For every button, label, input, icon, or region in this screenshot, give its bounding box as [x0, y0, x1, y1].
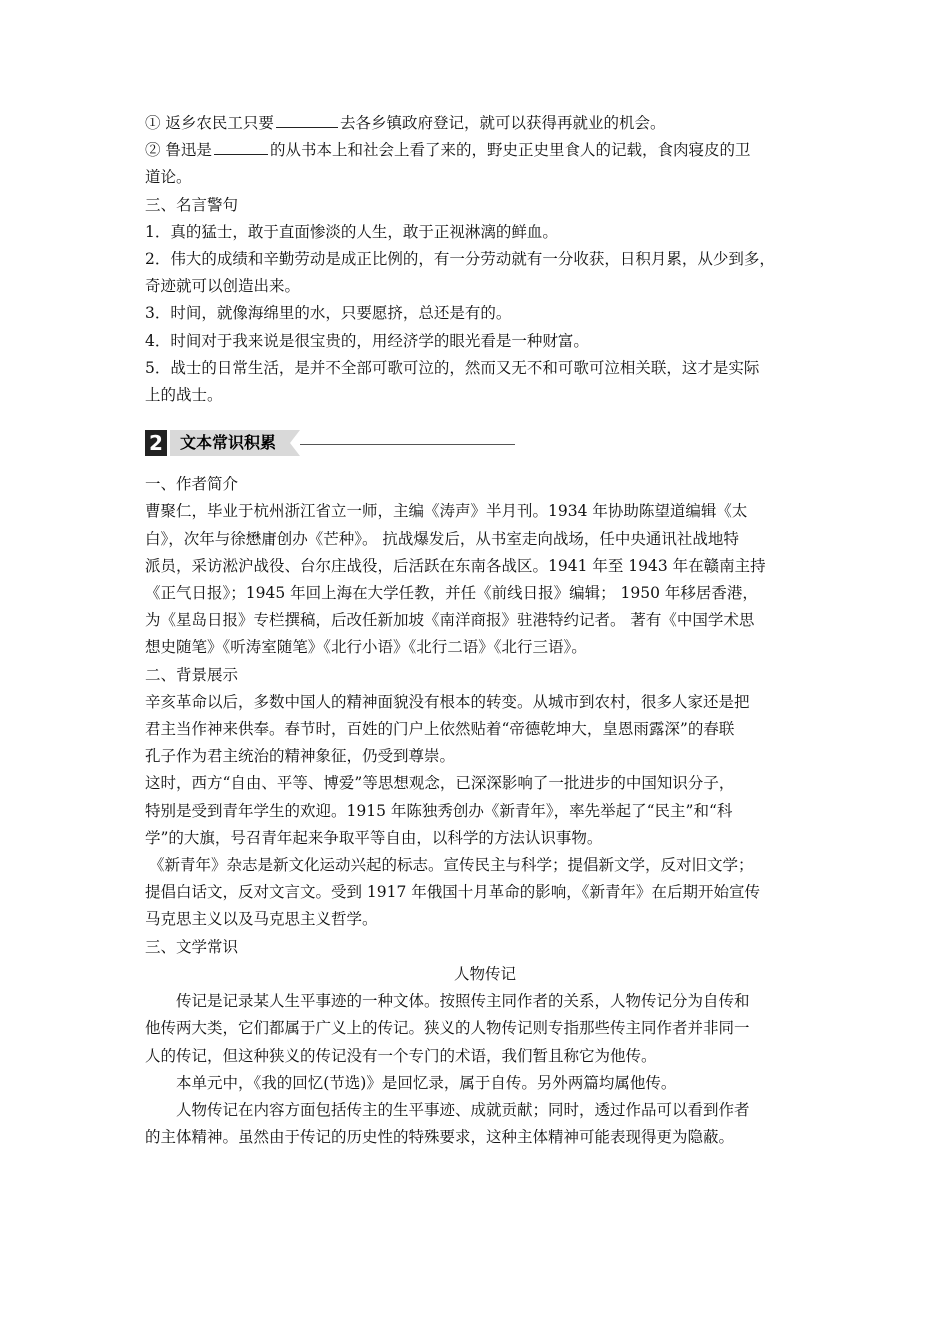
question-1-suffix: 去各乡镇政府登记，就可以获得再就业的机会。	[339, 114, 666, 132]
background-p3-line-2: 提倡白话文，反对文言文。受到 1917 年俄国十月革命的影响，《新青年》在后期开始宣传	[145, 883, 761, 902]
question-1-prefix: ① 返乡农民工只要	[145, 114, 274, 132]
fill-in-blank-1[interactable]	[276, 112, 338, 128]
literature-subtitle: 人物传记	[453, 964, 516, 983]
background-p2-line-1: 这时，西方“自由、平等、博爱”等思想观念，已深深影响了一批进步的中国知识分子，	[145, 774, 735, 793]
quote-5-line-2: 上的战士。	[145, 386, 223, 405]
section-2-banner	[145, 427, 825, 459]
background-p1-line-2: 君主当作神来供奉。春节时，百姓的门户上依然贴着“帝德乾坤大，皇恩雨露深”的春联	[145, 720, 735, 739]
question-2-suffix: 的从书本上和社会上看了来的，野史正史里食人的记载，食肉寝皮的卫	[269, 141, 751, 160]
quotes-heading: 三、名言警句	[145, 195, 239, 214]
literature-p3-line-2: 的主体精神。虽然由于传记的历史性的特殊要求，这种主体精神可能表现得更为隐蔽。	[145, 1128, 735, 1147]
background-p2-line-2: 特别是受到青年学生的欢迎。1915 年陈独秀创办《新青年》，率先举起了“民主”和“科	[145, 801, 733, 820]
author-line-4: 《正气日报》；1945 年回上海在大学任教，并任《前线日报》编辑； 1950 年移居香港，	[145, 584, 758, 603]
literature-p1-line-3: 人的传记，但这种狭义的传记没有一个专门的术语，我们暂且称它为他传。	[145, 1046, 657, 1065]
literature-p3-line-1: 人物传记在内容方面包括传主的生平事迹、成就贡献；同时，透过作品可以看到作者	[176, 1100, 750, 1119]
document-page	[145, 110, 825, 1151]
background-p3-line-1: 《新青年》杂志是新文化运动兴起的标志。宣传民主与科学；提倡新文学，反对旧文学；	[149, 856, 754, 875]
author-line-5: 为《星岛日报》专栏撰稿，后改任新加坡《南洋商报》驻港特约记者。 著有《中国学术思	[145, 611, 755, 630]
background-p1-line-1: 辛亥革命以后，多数中国人的精神面貌没有根本的转变。从城市到农村，很多人家还是把	[145, 692, 750, 711]
author-line-6: 想史随笔》《听涛室随笔》《北行小语》《北行二语》《北行三语》。	[145, 638, 587, 657]
background-heading: 二、背景展示	[145, 665, 239, 684]
quote-3: 3．时间，就像海绵里的水，只要愿挤，总还是有的。	[145, 304, 512, 323]
author-line-2: 白》，次年与徐懋庸创办《芒种》。 抗战爆发后，从书室走向战场，任中央通讯社战地特	[145, 529, 739, 548]
quote-2-line-1: 2．伟大的成绩和辛勤劳动是成正比例的，有一分劳动就有一分收获，日积月累，从少到多，	[145, 250, 775, 269]
section-number-badge: 2	[145, 430, 167, 456]
quote-1: 1．真的猛士，敢于直面惨淡的人生，敢于正视淋漓的鲜血。	[145, 222, 558, 241]
question-2-prefix: ② 鲁迅是	[145, 141, 212, 160]
background-p1-line-3: 孔子作为君主统治的精神象征，仍受到尊崇。	[145, 747, 456, 766]
quote-5-line-1: 5．战士的日常生活，是并不全部可歌可泣的，然而又无不和可歌可泣相关联，这才是实际	[145, 358, 760, 377]
question-2-continuation: 道论。	[145, 168, 192, 187]
quote-4: 4．时间对于我来说是很宝贵的，用经济学的眼光看是一种财富。	[145, 331, 589, 350]
question-line-2	[145, 137, 825, 164]
literature-heading: 三、文学常识	[145, 937, 239, 956]
literature-p1-line-2: 他传两大类，它们都属于广义上的传记。狭义的人物传记则专指那些传主同作者并非同一	[145, 1019, 750, 1038]
literature-p1-line-1: 传记是记录某人生平事迹的一种文体。按照传主同作者的关系，人物传记分为自传和	[176, 992, 750, 1011]
question-line-1	[145, 110, 825, 137]
literature-p2-line-1: 本单元中，《我的回忆(节选)》是回忆录，属于自传。另外两篇均属他传。	[176, 1073, 677, 1092]
author-heading: 一、作者简介	[145, 475, 239, 494]
background-p2-line-3: 学”的大旗，号召青年起来争取平等自由，以科学的方法认识事物。	[145, 828, 603, 847]
fill-in-blank-2[interactable]	[214, 139, 268, 155]
author-line-1: 曹聚仁，毕业于杭州浙江省立一师，主编《涛声》半月刊。1934 年协助陈望道编辑《太	[145, 502, 748, 521]
section-divider	[300, 444, 515, 445]
background-p3-line-3: 马克思主义以及马克思主义哲学。	[145, 910, 378, 929]
quote-2-line-2: 奇迹就可以创造出来。	[145, 277, 301, 296]
section-title: 文本常识积累	[170, 430, 290, 456]
author-line-3: 派员，采访淞沪战役、台尔庄战役，后活跃在东南各战区。1941 年至 1943 年在赣南主持	[145, 556, 766, 575]
